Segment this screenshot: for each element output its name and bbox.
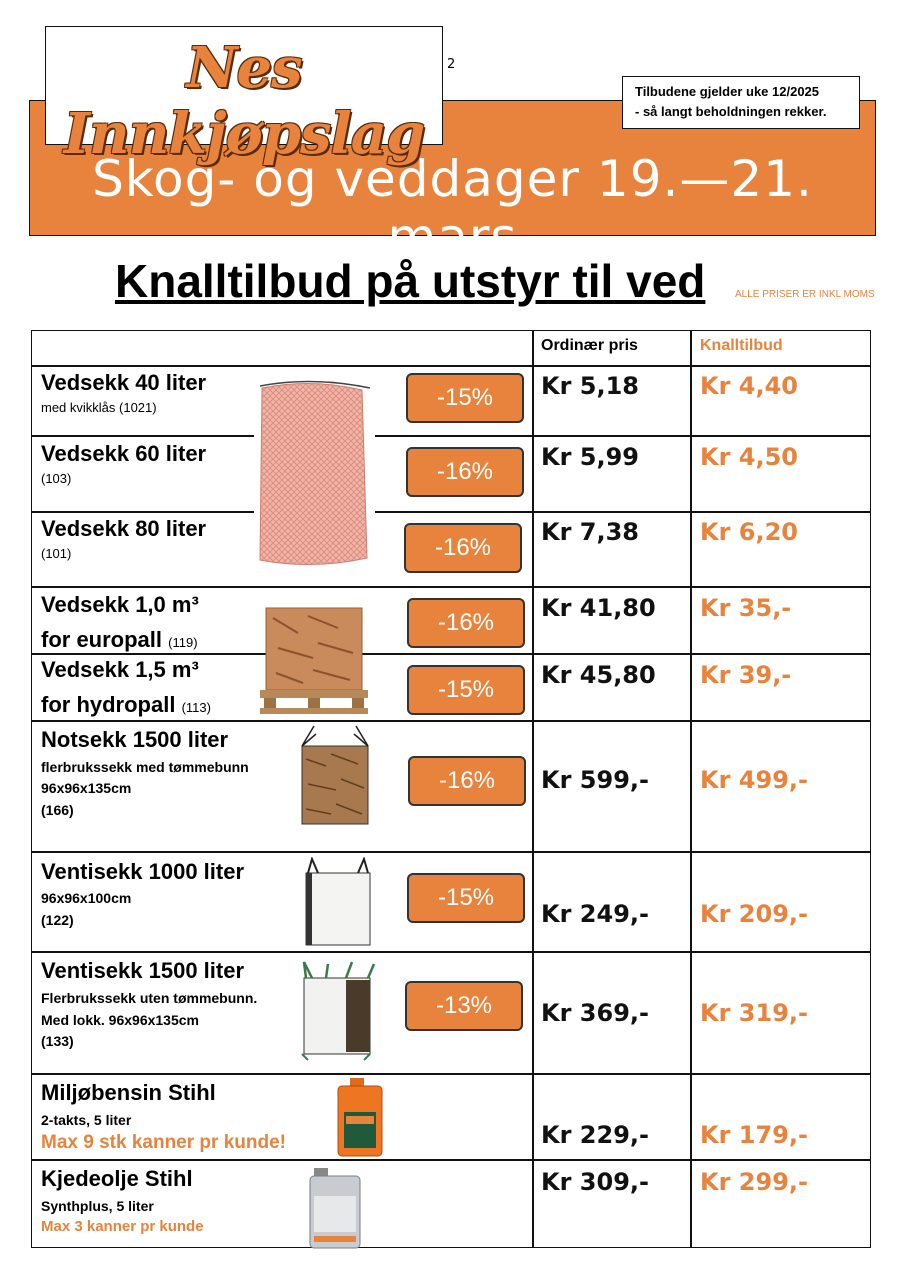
offer-price: Kr 319,- <box>700 999 808 1027</box>
store-logo: Nes Innkjøpslag <box>63 35 425 167</box>
validity-notice <box>622 76 860 129</box>
discount-badge: -16% <box>404 523 522 573</box>
big-bag-image <box>300 857 376 949</box>
discount-badge: -15% <box>407 665 525 715</box>
product-detail: (101) <box>41 546 72 561</box>
fuel-can-image <box>334 1076 386 1158</box>
ordinary-price: Kr 369,- <box>541 999 649 1027</box>
ordinary-price: Kr 41,80 <box>541 594 656 622</box>
product-name-line-2 <box>41 627 198 656</box>
ordinary-price: Kr 229,- <box>541 1121 649 1149</box>
product-code: (133) <box>41 1033 74 1049</box>
row-divider <box>32 1159 870 1161</box>
discount-badge: -15% <box>406 373 524 423</box>
offer-price: Kr 4,50 <box>700 443 799 471</box>
col-ordinary-price: Ordinær pris <box>541 337 638 354</box>
product-name-suffix: for hydropall <box>41 692 176 717</box>
product-name: Vedsekk 1,0 m³ <box>41 592 199 617</box>
offer-price: Kr 499,- <box>700 766 808 794</box>
product-detail: med kvikklås (1021) <box>41 400 157 415</box>
ordinary-price: Kr 249,- <box>541 900 649 928</box>
ordinary-price: Kr 5,99 <box>541 443 640 471</box>
discount-badge: -16% <box>408 756 526 806</box>
row-divider <box>32 511 254 513</box>
product-code: (113) <box>181 700 211 715</box>
page-headline: Knalltilbud på utstyr til ved <box>115 255 706 307</box>
product-name: Vedsekk 80 liter <box>41 516 207 541</box>
product-name: Notsekk 1500 liter <box>41 727 229 752</box>
col-offer-price: Knalltilbud <box>700 337 783 354</box>
row-divider <box>32 951 870 953</box>
product-name: Miljøbensin Stihl <box>41 1080 216 1105</box>
mesh-bag-image <box>296 724 374 828</box>
offer-price: Kr 179,- <box>700 1121 808 1149</box>
purchase-limit: Max 3 kanner pr kunde <box>41 1218 204 1235</box>
column-divider <box>532 331 534 1247</box>
ordinary-price: Kr 309,- <box>541 1168 649 1196</box>
offer-price: Kr 39,- <box>700 661 792 689</box>
row-divider <box>32 1073 870 1075</box>
product-name: Kjedeolje Stihl <box>41 1166 193 1191</box>
row-divider <box>375 435 870 437</box>
firewood-sack-image <box>252 378 377 570</box>
discount-badge: -16% <box>406 447 524 497</box>
product-name: Ventisekk 1500 liter <box>41 958 245 983</box>
ordinary-price: Kr 599,- <box>541 766 649 794</box>
ordinary-price: Kr 5,18 <box>541 372 640 400</box>
offer-price: Kr 4,40 <box>700 372 799 400</box>
product-dimensions: 96x96x100cm <box>41 890 132 906</box>
product-detail: 2-takts, 5 liter <box>41 1112 132 1128</box>
offer-price: Kr 299,- <box>700 1168 808 1196</box>
product-name: Vedsekk 40 liter <box>41 370 207 395</box>
purchase-limit: Max 9 stk kanner pr kunde! <box>41 1132 286 1153</box>
ordinary-price: Kr 7,38 <box>541 518 640 546</box>
product-code: (119) <box>168 635 198 650</box>
row-divider <box>32 851 870 853</box>
offer-price: Kr 209,- <box>700 900 808 928</box>
product-name: Ventisekk 1000 liter <box>41 859 245 884</box>
wood-pallet-image <box>258 598 370 716</box>
page-number: 2 <box>447 57 456 72</box>
chain-oil-can-image <box>306 1166 364 1250</box>
offer-price: Kr 6,20 <box>700 518 799 546</box>
offer-price: Kr 35,- <box>700 594 792 622</box>
logo-box <box>45 26 443 167</box>
column-divider <box>690 331 692 1247</box>
product-name-line-2 <box>41 692 211 721</box>
product-detail: (103) <box>41 471 72 486</box>
ordinary-price: Kr 45,80 <box>541 661 656 689</box>
discount-badge: -13% <box>405 981 523 1031</box>
product-name-suffix: for europall <box>41 627 163 652</box>
row-divider <box>32 586 870 588</box>
product-detail-2: Med lokk. 96x96x135cm <box>41 1012 199 1028</box>
discount-badge: -15% <box>407 873 525 923</box>
product-detail: flerbrukssekk med tømmebunn <box>41 759 249 775</box>
vat-note: ALLE PRISER ER INKL MOMS <box>735 289 875 300</box>
event-title: Skog- og veddager 19.—21. mars <box>92 150 813 266</box>
row-divider <box>32 435 254 437</box>
product-detail: Flerbrukssekk uten tømmebunn. <box>41 990 258 1006</box>
product-name: Vedsekk 60 liter <box>41 441 207 466</box>
product-code: (122) <box>41 912 74 928</box>
product-dimensions: 96x96x135cm <box>41 780 132 796</box>
product-detail: Synthplus, 5 liter <box>41 1198 154 1214</box>
row-divider <box>375 511 870 513</box>
discount-badge: -16% <box>407 598 525 648</box>
validity-line-2: - så langt beholdningen rekker. <box>635 104 827 119</box>
validity-line-1: Tilbudene gjelder uke 12/2025 <box>635 84 820 99</box>
product-name: Vedsekk 1,5 m³ <box>41 657 199 682</box>
product-code: (166) <box>41 802 74 818</box>
row-divider <box>32 365 870 367</box>
vented-big-bag-image <box>296 958 378 1062</box>
